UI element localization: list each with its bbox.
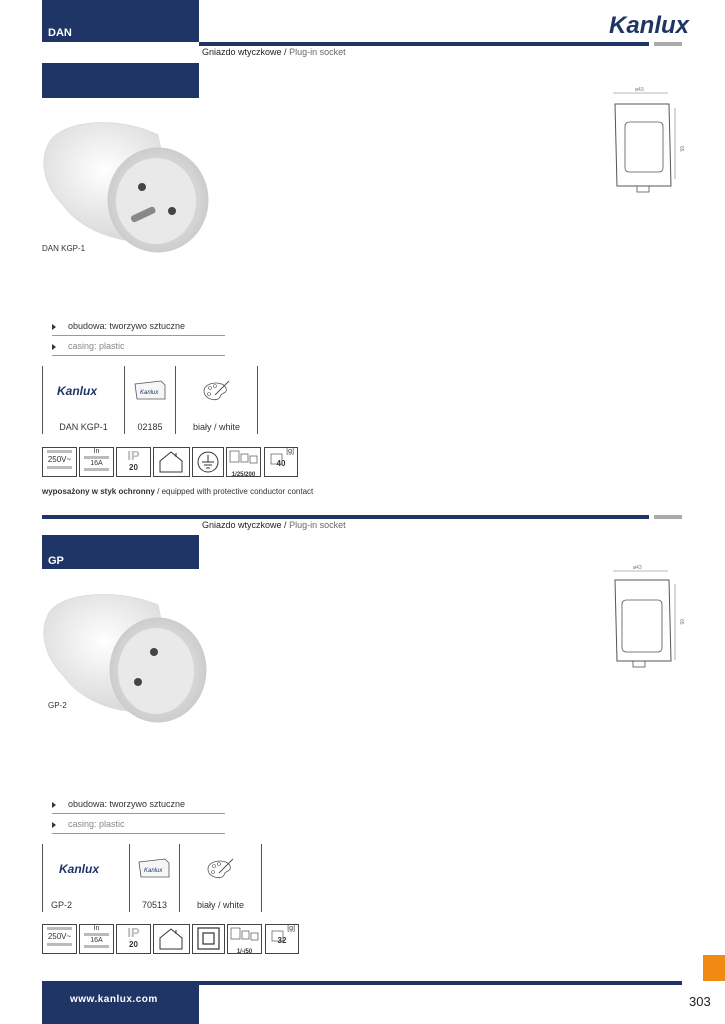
dimension-drawing-gp (605, 564, 685, 674)
svg-text:Kanlux: Kanlux (144, 868, 163, 874)
dimension-drawing-dan (605, 86, 685, 196)
feature-item-en: casing: plastic (52, 819, 225, 834)
product-note: wyposażony w styk ochronny / equipped with protective conductor contact (42, 487, 314, 496)
code-cell-model: Kanlux GP-2 (43, 844, 130, 912)
spec-packaging: 1/-/50 (227, 924, 262, 954)
series-tab-dan (42, 0, 199, 42)
spec-indoor (153, 447, 190, 477)
kanlux-logo: Kanlux (57, 384, 98, 398)
spec-indoor (153, 924, 190, 954)
code-cell-code: Kanlux 70513 (130, 844, 180, 912)
bullet-arrow-icon (52, 324, 56, 330)
series-title: GP (48, 555, 64, 567)
section-rule (199, 515, 649, 519)
double-insulation-icon (193, 925, 224, 953)
code-cell-code: Kanlux 02185 (125, 366, 176, 434)
code-table (42, 366, 258, 434)
color-palette-icon (205, 856, 235, 880)
spec-current: In 16A (79, 447, 114, 477)
spec-packaging: 1/25/200 (226, 447, 261, 477)
color-palette-icon (201, 378, 231, 402)
package-units-icon (227, 448, 260, 467)
code-cell-color: biały / white (176, 366, 258, 434)
section-stub (42, 515, 199, 519)
spec-voltage: 250V~ (42, 924, 77, 954)
spec-current: In 16A (79, 924, 114, 954)
spec-weight: [g] 32 (265, 924, 299, 954)
ip-icon: IP (127, 448, 140, 463)
header-rule (199, 42, 649, 46)
spec-voltage: 250V~ (42, 447, 77, 477)
series-tab-gp (42, 535, 199, 569)
spec-earthing (192, 447, 224, 477)
dim-height: 65 (678, 619, 684, 625)
house-indoor-icon (154, 925, 189, 953)
footer-rule (199, 981, 682, 985)
bullet-arrow-icon (52, 344, 56, 350)
spec-ip-rating: IP 20 (116, 447, 151, 477)
code-cell-model: Kanlux DAN KGP-1 (43, 366, 125, 434)
spec-double-insulation (192, 924, 225, 954)
category-label: Gniazdo wtyczkowe / Plug-in socket (202, 520, 346, 530)
header-rule-end (654, 42, 682, 46)
dim-height: 65 (678, 146, 684, 152)
bullet-arrow-icon (52, 802, 56, 808)
series-banner (42, 63, 199, 98)
category-label: Gniazdo wtyczkowe / Plug-in socket (202, 47, 346, 57)
feature-item-en: casing: plastic (52, 341, 225, 356)
spec-weight: [g] 40 (264, 447, 298, 477)
dim-diameter: ø43 (633, 565, 642, 571)
package-box-icon (137, 857, 171, 879)
product-photo-dan (38, 115, 213, 255)
bullet-arrow-icon (52, 822, 56, 828)
website-link[interactable]: www.kanlux.com (70, 994, 158, 1005)
dim-diameter: ø43 (635, 87, 644, 93)
ip-icon: IP (127, 925, 140, 940)
weight-box-icon (271, 930, 285, 942)
brand-logo: Kanlux (608, 12, 689, 39)
feature-item-pl: obudowa: tworzywo sztuczne (52, 799, 225, 814)
feature-item-pl: obudowa: tworzywo sztuczne (52, 321, 225, 336)
package-box-icon (133, 379, 167, 401)
earth-ground-icon (193, 448, 223, 476)
product-name: GP-2 (48, 701, 67, 710)
series-title: DAN (48, 27, 72, 39)
weight-box-icon (270, 453, 284, 465)
kanlux-logo: Kanlux (59, 862, 100, 876)
page-number: 303 (689, 994, 711, 1009)
orange-tab (703, 955, 725, 981)
code-table (42, 844, 262, 912)
code-cell-color: biały / white (180, 844, 262, 912)
house-indoor-icon (154, 448, 189, 476)
package-units-icon (228, 925, 261, 944)
svg-text:Kanlux: Kanlux (140, 390, 159, 396)
spec-ip-rating: IP 20 (116, 924, 151, 954)
section-rule-end (654, 515, 682, 519)
product-name: DAN KGP-1 (42, 244, 86, 253)
